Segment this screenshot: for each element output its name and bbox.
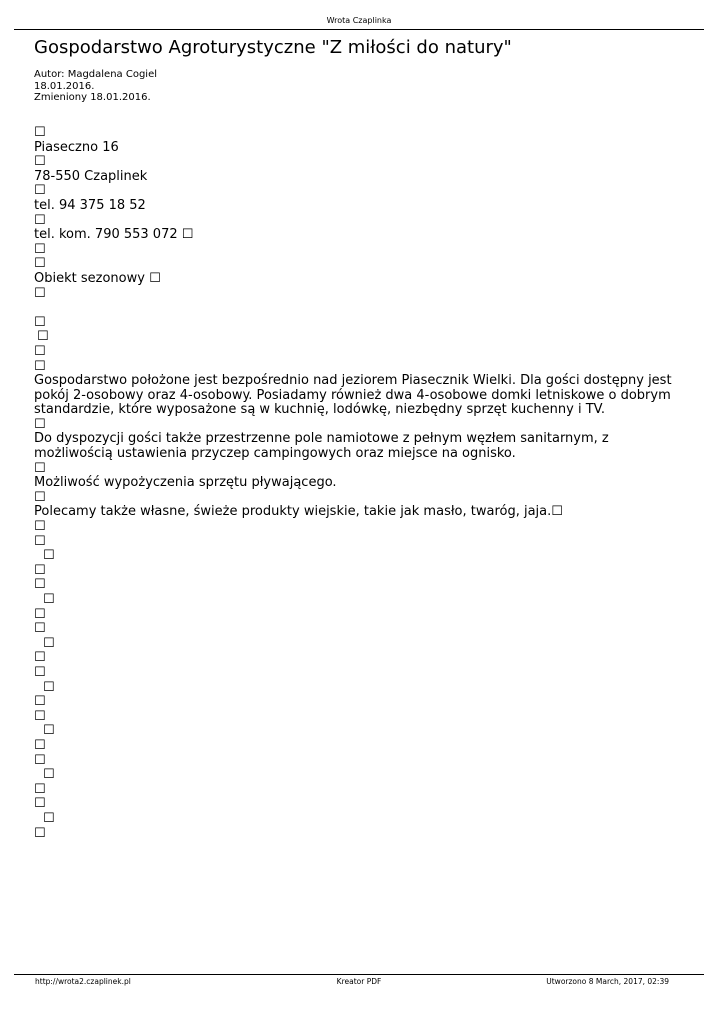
footer-url-link[interactable]: http://wrota2.czaplinek.pl [35, 977, 131, 986]
box-glyph-icon: ☐ [34, 416, 46, 432]
box-glyph-icon: ☐ [43, 810, 55, 826]
mobile-line: tel. kom. 790 553 072 [34, 227, 178, 243]
footer-created-date: Utworzono 8 March, 2017, 02:39 [546, 977, 669, 986]
phone-line: tel. 94 375 18 52 [34, 197, 146, 213]
publish-date: 18.01.2016. [34, 80, 95, 92]
box-glyph-icon: ☐ [34, 694, 46, 710]
box-glyph-icon: ☐ [551, 504, 563, 520]
box-glyph-icon: ☐ [43, 548, 55, 564]
description-paragraph-4: Polecamy także własne, świeże produkty wiejskie, takie jak masło, twaróg, jaja. [34, 504, 552, 520]
document-meta [34, 69, 157, 104]
box-glyph-icon: ☐ [34, 533, 46, 549]
box-glyph-icon: ☐ [34, 154, 46, 170]
box-glyph-icon: ☐ [34, 285, 46, 301]
box-glyph-icon: ☐ [34, 183, 46, 199]
article-body [34, 126, 684, 841]
box-glyph-icon: ☐ [34, 358, 46, 374]
box-glyph-icon: ☐ [34, 314, 46, 330]
box-glyph-icon: ☐ [34, 781, 46, 797]
page-footer [14, 974, 704, 986]
box-glyph-icon: ☐ [34, 752, 46, 768]
box-glyph-icon: ☐ [34, 737, 46, 753]
box-glyph-icon: ☐ [34, 796, 46, 812]
box-glyph-icon: ☐ [43, 767, 55, 783]
description-paragraph-1: Gospodarstwo położone jest bezpośrednio nad jeziorem Piasecznik Wielki. Dla gości dostępny jest pokój 2-osobowy oraz 4-osobowy. Posiadamy również dwa 4-osobowe domki letniskowe o dobrym standardzie, które wyposażone są w kuchnię, lodówkę, niezbędny sprzęt kuchenny i TV. [34, 373, 672, 418]
page-title: Gospodarstwo Agroturystyczne "Z miłości do natury" [34, 37, 512, 58]
box-glyph-icon: ☐ [34, 708, 46, 724]
box-glyph-icon: ☐ [43, 635, 55, 651]
box-glyph-icon: ☐ [34, 212, 46, 228]
box-glyph-icon: ☐ [34, 664, 46, 680]
box-glyph-icon: ☐ [34, 519, 46, 535]
description-paragraph-2: Do dyspozycji gości także przestrzenne pole namiotowe z pełnym węzłem sanitarnym, z możliwością ustawienia przyczep campingowych oraz miejsce na ognisko. [34, 431, 609, 462]
box-glyph-icon: ☐ [34, 489, 46, 505]
box-glyph-icon: ☐ [34, 577, 46, 593]
box-glyph-icon: ☐ [181, 227, 194, 243]
box-glyph-icon: ☐ [34, 825, 46, 841]
box-glyph-icon: ☐ [37, 329, 49, 345]
description-paragraph-3: Możliwość wypożyczenia sprzętu pływającego. [34, 475, 337, 491]
seasonal-line: Obiekt sezonowy [34, 270, 145, 286]
box-glyph-icon: ☐ [43, 679, 55, 695]
box-glyph-icon: ☐ [34, 562, 46, 578]
page-header [14, 16, 704, 30]
address-line: Piaseczno 16 [34, 139, 119, 155]
box-glyph-icon: ☐ [34, 241, 46, 257]
box-glyph-icon: ☐ [34, 460, 46, 476]
box-glyph-icon: ☐ [34, 125, 46, 140]
footer-generator: Kreator PDF [336, 977, 382, 986]
box-glyph-icon: ☐ [149, 270, 161, 286]
box-glyph-icon: ☐ [34, 606, 46, 622]
postal-line: 78-550 Czaplinek [34, 168, 148, 184]
modified-date: Zmieniony 18.01.2016. [34, 92, 151, 103]
site-name: Wrota Czaplinka [326, 16, 392, 25]
author-line: Autor: Magdalena Cogiel [34, 69, 158, 80]
box-glyph-icon: ☐ [43, 592, 55, 607]
box-glyph-icon: ☐ [34, 621, 46, 637]
box-glyph-icon: ☐ [43, 723, 55, 739]
box-glyph-icon: ☐ [34, 256, 46, 272]
box-glyph-icon: ☐ [34, 343, 46, 359]
box-glyph-icon: ☐ [34, 650, 46, 666]
